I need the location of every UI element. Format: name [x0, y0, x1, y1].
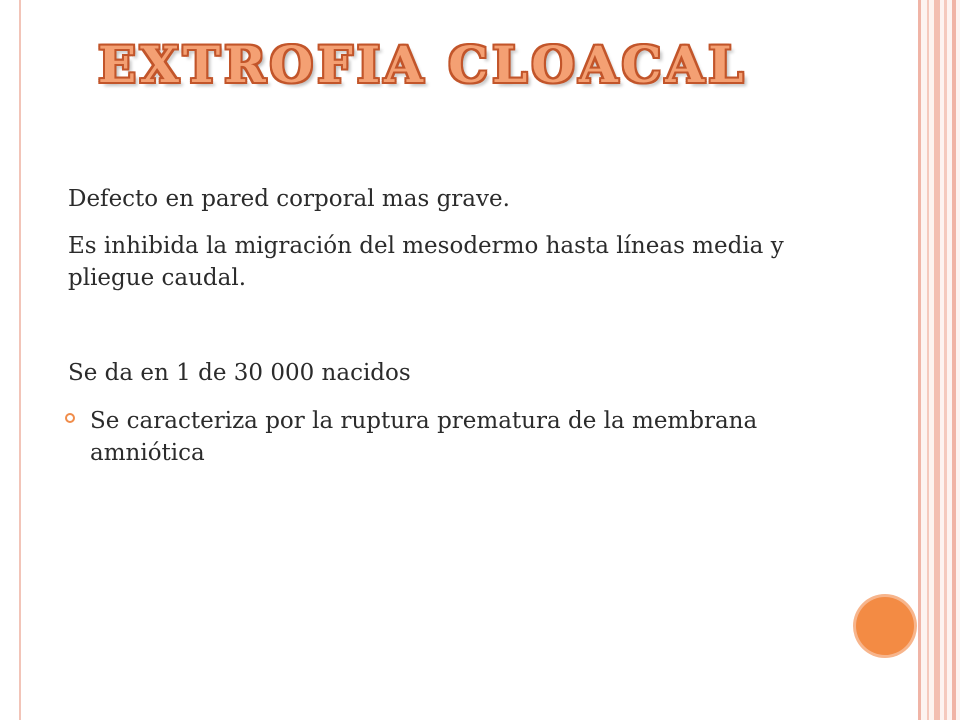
stripe: [918, 0, 921, 720]
stripe: [944, 0, 947, 720]
stripe: [927, 0, 929, 720]
paragraph-migration: Es inhibida la migración del mesodermo hasta líneas media y pliegue caudal.: [68, 233, 784, 291]
stripe: [934, 0, 940, 720]
paragraph-defect: Defecto en pared corporal mas grave.: [68, 186, 510, 212]
bullet-circle-icon: [65, 413, 75, 423]
stripe: [952, 0, 956, 720]
paragraph-incidence: Se da en 1 de 30 000 nacidos: [68, 360, 411, 386]
slide-title: EXTROFIA CLOACAL: [98, 35, 748, 94]
bullet-item-rupture: Se caracteriza por la ruptura prematura de la membrana amniótica: [90, 408, 758, 466]
left-border-line: [19, 0, 21, 720]
decorative-orange-circle-icon: [856, 597, 914, 655]
